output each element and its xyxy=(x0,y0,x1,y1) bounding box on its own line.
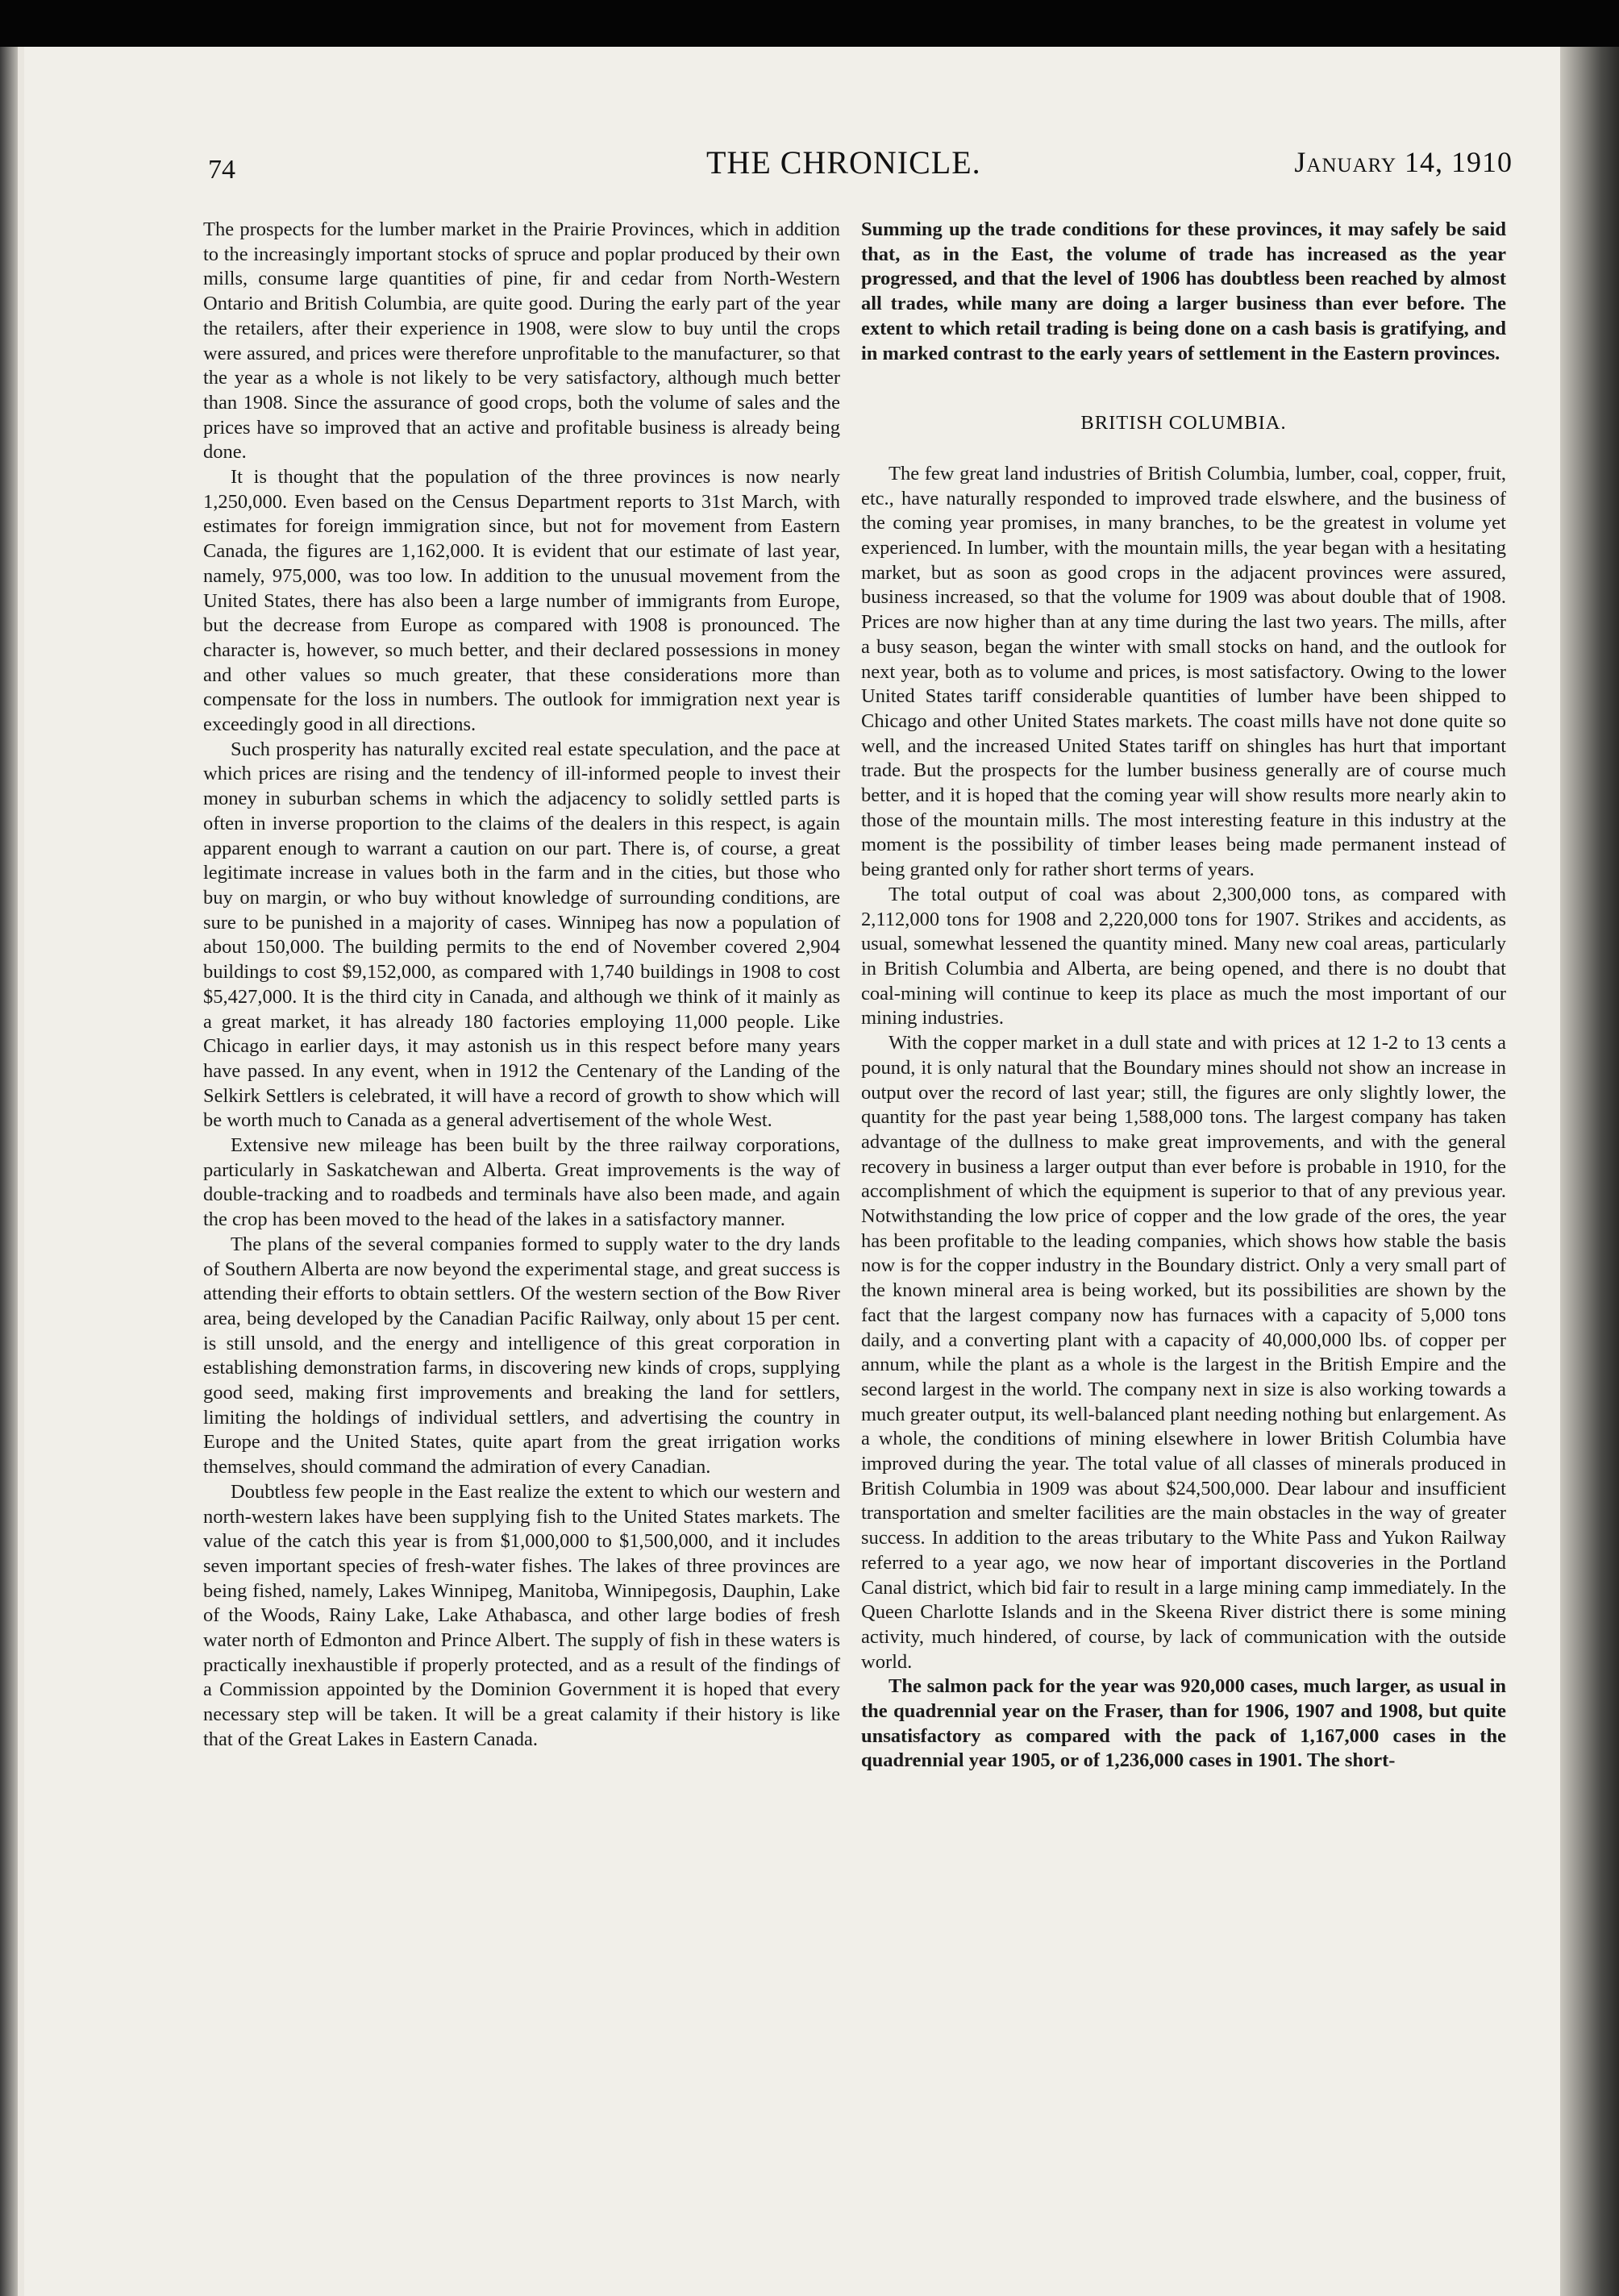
book-binding-edge xyxy=(1560,47,1619,2296)
article-paragraph: With the copper market in a dull state and with prices at 12 1-2 to 13 cents a pound, it is only natural that the Boundary mines should not show an increase in output over the record of last year; still, the figures are only slightly lower, the quantity for the past year being 1,588,000 tons. The largest company has taken advantage of the dullness to make great improvements, and with the general recovery in business a larger output than ever before is probable in 1910, for the accomplishment of which the equipment is superior to that of any previous year. Notwithstanding the low price of copper and the low grade of the ores, the year has been profitable to the leading companies, which shows how stable the basis now is for the copper industry in the Boundary district. Only a very small part of the known mineral area is being worked, but its possibilities are shown by the fact that the largest company now has furnaces with a capacity of 5,000 tons daily, and a converting plant with a capacity of 40,000,000 lbs. of copper per annum, while the plant as a whole is the largest in the British Empire and the second largest in the world. The company next in size is also working towards a much greater output, its well-balanced plant needing nothing but enlargement. As a whole, the conditions of mining elsewhere in lower British Columbia have improved during the year. The total value of all classes of minerals produced in British Columbia in 1909 was about $24,500,000. Dear labour and insufficient transportation and smelter facilities are the main obstacles in the way of greater success. In addition to the areas tributary to the White Pass and Yukon Railway referred to a year ago, we now hear of important discoveries in the Portland Canal district, which bid fair to result in a large mining camp immediately. In the Queen Charlotte Islands and in the Skeena River district there is some mining activity, much hindered, of course, by lack of communication with the outside world. xyxy=(861,1032,1506,1673)
page-number: 74 xyxy=(208,155,235,185)
section-heading: BRITISH COLUMBIA. xyxy=(1080,412,1287,435)
page-header xyxy=(190,144,1513,192)
left-column xyxy=(203,218,840,1753)
article-paragraph: The few great land industries of British Columbia, lumber, coal, copper, fruit, etc., have naturally responded to improved trade elswhere, and the business of the coming year promises, in many branches, to be the greatest in volume yet experienced. In lumber, with the mountain mills, the year began with a hesitating market, but as soon as good crops in the adjacent provinces were assured, business increased, so that the volume for 1909 was about double that of 1908. Prices are now higher than at any time during the last two years. The mills, after a busy season, began the winter with small stocks on hand, and the outlook for next year, both as to volume and prices, is most satisfactory. Owing to the lower United States tariff considerable quantities of lumber have been shipped to Chicago and other United States markets. The coast mills have not done quite so well, and the increased United States tariff on shingles has hurt that important trade. But the prospects for the lumber business generally are of course much better, and it is hoped that the coming year will show results more nearly akin to those of the mountain mills. The most interesting feature in this industry at the moment is the possibility of timber leases being made permanent instead of being granted only for rather short terms of years. xyxy=(861,462,1506,881)
article-paragraph: The salmon pack for the year was 920,000 cases, much larger, as usual in the quadrennial year on the Fraser, than for 1906, 1907 and 1908, but quite unsatisfactory as compared with the pack of 1,167,000 cases in the quadrennial year 1905, or of 1,236,000 cases in 1901. The short- xyxy=(861,1675,1506,1772)
summary-paragraph: Summing up the trade conditions for these provinces, it may safely be said that, as in the East, the volume of trade has increased as the year progressed, and that the level of 1906 has doubtless been reached by almost all trades, while many are doing a larger business than ever before. The extent to which retail trading is being done on a cash basis is gratifying, and in marked contrast to the early years of settlement in the Eastern provinces. xyxy=(861,218,1506,364)
article-paragraph: The total output of coal was about 2,300,000 tons, as compared with 2,112,000 tons for 1908 and 2,220,000 tons for 1907. Strikes and accidents, as usual, somewhat lessened the quantity mined. Many new coal areas, particularly in British Columbia and Alberta, are being opened, and there is no doubt that coal-mining will continue to keep its place as much the most important of our mining industries. xyxy=(861,883,1506,1029)
issue-date: January 14, 1910 xyxy=(1294,146,1513,178)
article-paragraph: Such prosperity has naturally excited real estate speculation, and the pace at which prices are rising and the tendency of ill-informed people to invest their money in suburban schems in which the adjacency to solidly settled parts is often in inverse proportion to the claims of the dealers in this respect, is again apparent enough to warrant a caution on our part. There is, of course, a great legitimate increase in values both in the farm and in the cities, but those who buy on margin, or who buy without knowledge of surrounding conditions, are sure to be punished in a majority of cases. Winnipeg has now a population of about 150,000. The building permits to the end of November covered 2,904 buildings to cost $9,152,000, as compared with 1,740 buildings in 1908 to cost $5,427,000. It is the third city in Canada, and although we think of it mainly as a great market, it has already 180 factories employing 11,000 people. Like Chicago in earlier days, it may astonish us in this respect before many years have passed. In any event, when in 1912 the Centenary of the Landing of the Selkirk Settlers is celebrated, it will have a record of growth to show which will be worth much to Canada as a general advertisement of the whole West. xyxy=(203,738,840,1132)
journal-title: THE CHRONICLE. xyxy=(706,144,981,181)
article-paragraph: The prospects for the lumber market in the Prairie Provinces, which in addition to the increasingly important stocks of spruce and poplar produced by their own mills, consume large quantities of pine, fir and cedar from North-Western Ontario and British Columbia, are quite good. During the early part of the year the retailers, after their experience in 1908, were slow to buy until the crops were assured, and prices were therefore unprofitable to the manufacturer, so that the year as a whole is not likely to be very satisfactory, although much better than 1908. Since the assurance of good crops, both the volume of sales and the prices have so improved that an active and profitable business is already being done. xyxy=(203,218,840,464)
article-paragraph: It is thought that the population of the three provinces is now nearly 1,250,000. Even based on the Census Department reports to 31st March, with estimates for foreign immigration since, but not for movement from Eastern Canada, the figures are 1,162,000. It is evident that our estimate of last year, namely, 975,000, was too low. In addition to the unusual movement from the United States, there has also been a large number of immigrants from Europe, but the decrease from Europe as compared with 1908 is pronounced. The character is, however, so much better, and their declared possessions in money and other values so much greater, that these considerations more than compensate for the loss in numbers. The outlook for immigration next year is exceedingly good in all directions. xyxy=(203,466,840,736)
article-paragraph: Extensive new mileage has been built by the three railway corporations, particularly in Saskatchewan and Alberta. Great improvements is the way of double-tracking and to roadbeds and terminals have also been made, and again the crop has been moved to the head of the lakes in a satisfactory manner. xyxy=(203,1134,840,1231)
article-paragraph: Doubtless few people in the East realize the extent to which our western and north-western lakes have been supplying fish to the United States markets. The value of the catch this year is from $1,000,000 to $1,500,000, and it includes seven important species of fresh-water fishes. The lakes of three provinces are being fished, namely, Lakes Winnipeg, Manitoba, Winnipegosis, Dauphin, Lake of the Woods, Rainy Lake, Lake Athabasca, and other large bodies of fresh water north of Edmonton and Prince Albert. The supply of fish in these waters is practically inexhaustible if properly protected, and as a result of the findings of a Commission appointed by the Dominion Government it is hoped that every necessary step will be taken. It will be a great calamity if their history is like that of the Great Lakes in Eastern Canada. xyxy=(203,1480,840,1750)
scan-border-top xyxy=(0,0,1619,47)
article-paragraph: The plans of the several companies formed to supply water to the dry lands of Southern Alberta are now beyond the experimental stage, and great success is attending their efforts to obtain settlers. Of the western section of the Bow River area, being developed by the Canadian Pacific Railway, only about 15 per cent. is still unsold, and the energy and intelligence of this great corporation in establishing demonstration farms, in discovering new kinds of crops, supplying good seed, making first improvements and breaking the land for settlers, limiting the holdings of individual settlers, and advertising the country in Europe and the United States, quite apart from the great irrigation works themselves, should command the admiration of every Canadian. xyxy=(203,1233,840,1479)
right-column xyxy=(861,218,1506,1774)
scan-border-left xyxy=(0,47,18,2296)
